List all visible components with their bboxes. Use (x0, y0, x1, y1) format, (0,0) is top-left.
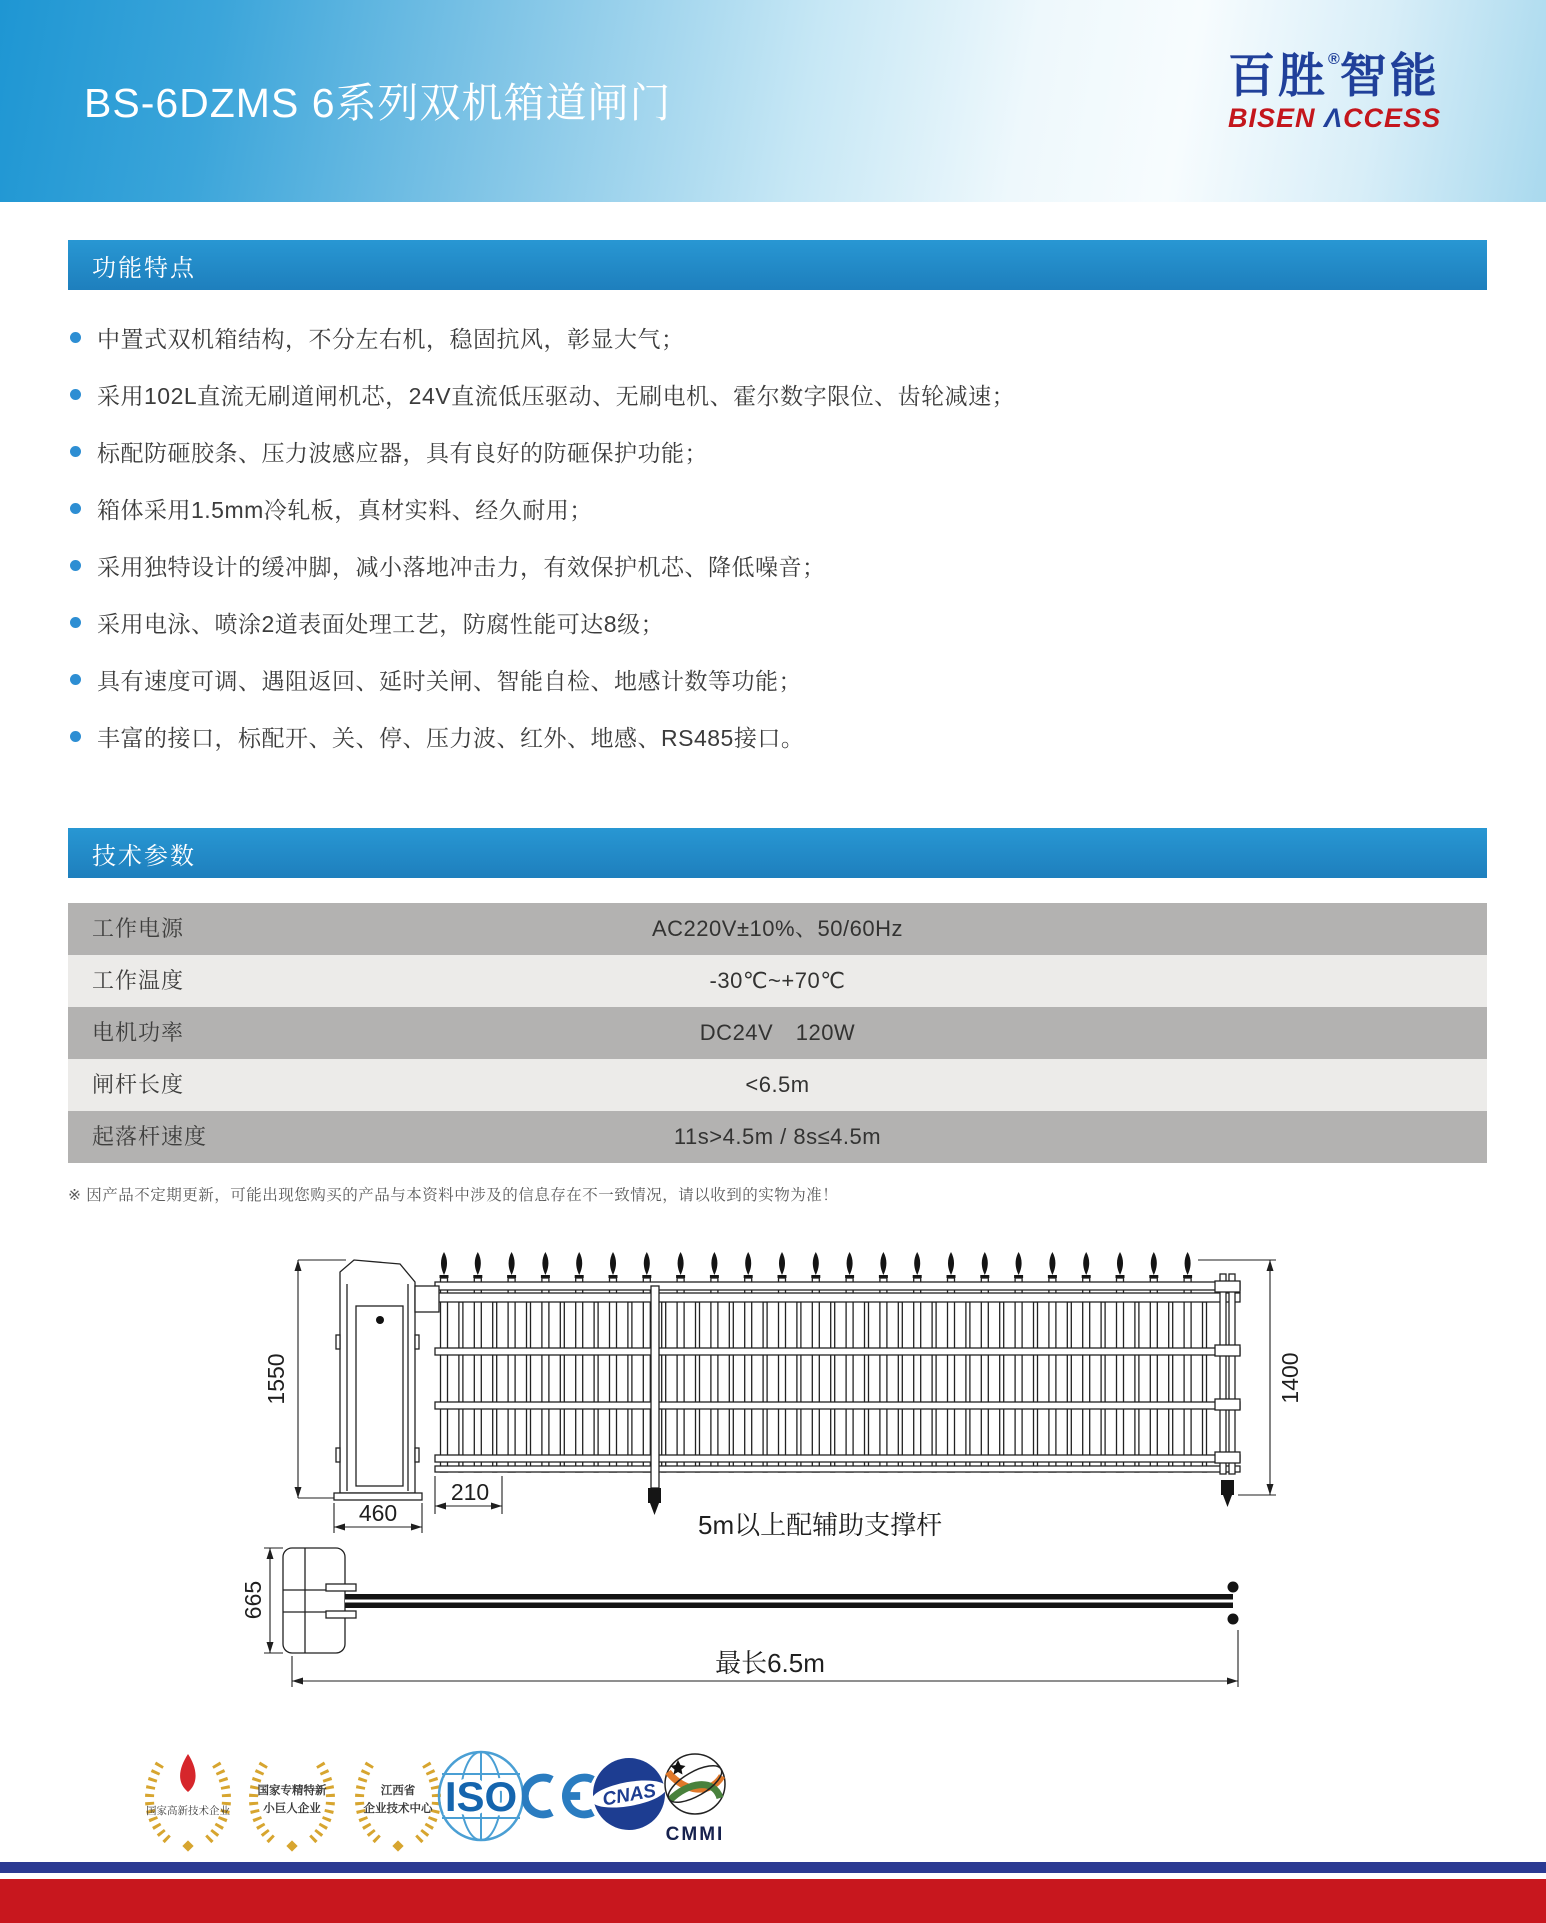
bullet-icon (70, 503, 81, 514)
cert-little-giant (242, 1742, 342, 1859)
feature-item: 具有速度可调、遇阻返回、延时关闸、智能自检、地感计数等功能； (70, 664, 802, 694)
svg-text:国家专精特新: 国家专精特新 (257, 1785, 327, 1797)
bullet-icon (70, 389, 81, 400)
spec-value: AC220V±10%、50/60Hz (652, 916, 903, 941)
footer-red-stripe (0, 1879, 1546, 1923)
features-section-title: 功能特点 (92, 254, 196, 282)
dim-cabinet-width: 460 (358, 1500, 398, 1526)
bullet-icon (70, 560, 81, 571)
feature-item: 采用独特设计的缓冲脚，减小落地冲击力，有效保护机芯、降低噪音； (70, 550, 826, 580)
table-row (68, 1059, 1487, 1111)
brand-logo-english (1228, 105, 1518, 132)
front-view-drawing (263, 1252, 1303, 1540)
specs-section-title: 技术参数 (92, 842, 196, 870)
feature-item: 中置式双机箱结构，不分左右机，稳固抗风，彰显大气； (70, 322, 685, 352)
spec-label: 起落杆速度 (92, 1124, 208, 1149)
svg-text:CMMI: CMMI (665, 1824, 725, 1845)
ce-mark-icon (522, 1766, 600, 1826)
spec-label: 工作温度 (92, 968, 185, 993)
laurel-wreath-icon (348, 1742, 448, 1854)
bullet-icon (70, 446, 81, 457)
feature-item: 丰富的接口，标配开、关、停、压力波、红外、地感、RS485接口。 (70, 721, 804, 751)
bullet-icon (70, 674, 81, 685)
dim-side-depth: 665 (240, 1580, 266, 1620)
brand-cn-right: 智能 (1339, 49, 1440, 102)
technical-drawing (230, 1240, 1310, 1710)
table-row (68, 1007, 1487, 1059)
feature-item: 采用电泳、喷涂2道表面处理工艺，防腐性能可达8级； (70, 607, 664, 637)
cert-cmmi (656, 1748, 734, 1853)
support-note-label: 5m以上配辅助支撑杆 (698, 1510, 943, 1540)
spec-label: 工作电源 (92, 916, 185, 941)
feature-item: 采用102L直流无刷道闸机芯，24V直流低压驱动、无刷电机、霍尔数字限位、齿轮减速； (70, 379, 1015, 409)
svg-text:企业技术中心: 企业技术中心 (363, 1803, 433, 1815)
dim-fence-height: 1400 (1277, 1352, 1303, 1404)
dim-max-length: 最长6.5m (715, 1648, 825, 1678)
table-row (68, 955, 1487, 1007)
brand-en-caret: Λ (1324, 103, 1344, 133)
cert-ce (522, 1766, 600, 1831)
laurel-wreath-icon (138, 1742, 238, 1854)
flame-icon (180, 1754, 195, 1792)
spec-label: 闸杆长度 (92, 1072, 185, 1097)
cmmi-icon (656, 1748, 734, 1848)
bullet-icon (70, 617, 81, 628)
specs-section-header (68, 828, 1487, 878)
iso-icon (436, 1748, 526, 1848)
cert-jiangxi-tech-center (348, 1742, 448, 1859)
dim-first-gap: 210 (450, 1479, 490, 1505)
disclaimer-note: ※ 因产品不定期更新，可能出现您购买的产品与本资料中涉及的信息存在不一致情况，请以收到的实物为准！ (68, 1187, 839, 1204)
spec-table (68, 903, 1487, 1163)
feature-item: 标配防砸胶条、压力波感应器，具有良好的防砸保护功能； (70, 436, 708, 466)
svg-text:小巨人企业: 小巨人企业 (263, 1803, 321, 1815)
brand-en-left: BISEN (1228, 103, 1316, 133)
brand-logo-chinese (1228, 49, 1518, 102)
laurel-wreath-icon (242, 1742, 342, 1854)
page-header (0, 0, 1546, 202)
brand-cn-left: 百胜 (1228, 49, 1328, 102)
svg-text:国家高新技术企业: 国家高新技术企业 (146, 1805, 230, 1817)
footer-blue-stripe (0, 1862, 1546, 1873)
page-title: BS-6DZMS 6系列双机箱道闸门 (84, 80, 672, 126)
registered-mark: ® (1328, 51, 1340, 68)
cert-national-hightech (138, 1742, 238, 1859)
brand-en-right: CCESS (1343, 103, 1442, 133)
dim-front-height: 1550 (263, 1353, 289, 1405)
bullet-icon (70, 731, 81, 742)
bullet-icon (70, 332, 81, 343)
brand-logo (1228, 49, 1518, 133)
spec-value: 11s>4.5m / 8s≤4.5m (673, 1124, 882, 1149)
spec-value: <6.5m (745, 1072, 810, 1097)
spec-value: -30℃~+70℃ (709, 968, 846, 993)
side-view-drawing (240, 1548, 1239, 1687)
svg-text:ISO: ISO (444, 1773, 518, 1820)
table-row (68, 1111, 1487, 1163)
table-row (68, 903, 1487, 955)
cert-iso (436, 1748, 526, 1853)
spec-value: DC24V 120W (699, 1020, 856, 1045)
features-section-header (68, 240, 1487, 290)
feature-item: 箱体采用1.5mm冷轧板，真材实料、经久耐用； (70, 493, 593, 523)
svg-text:CNAS: CNAS (600, 1780, 658, 1811)
spec-label: 电机功率 (92, 1020, 185, 1045)
svg-text:江西省: 江西省 (380, 1785, 416, 1797)
